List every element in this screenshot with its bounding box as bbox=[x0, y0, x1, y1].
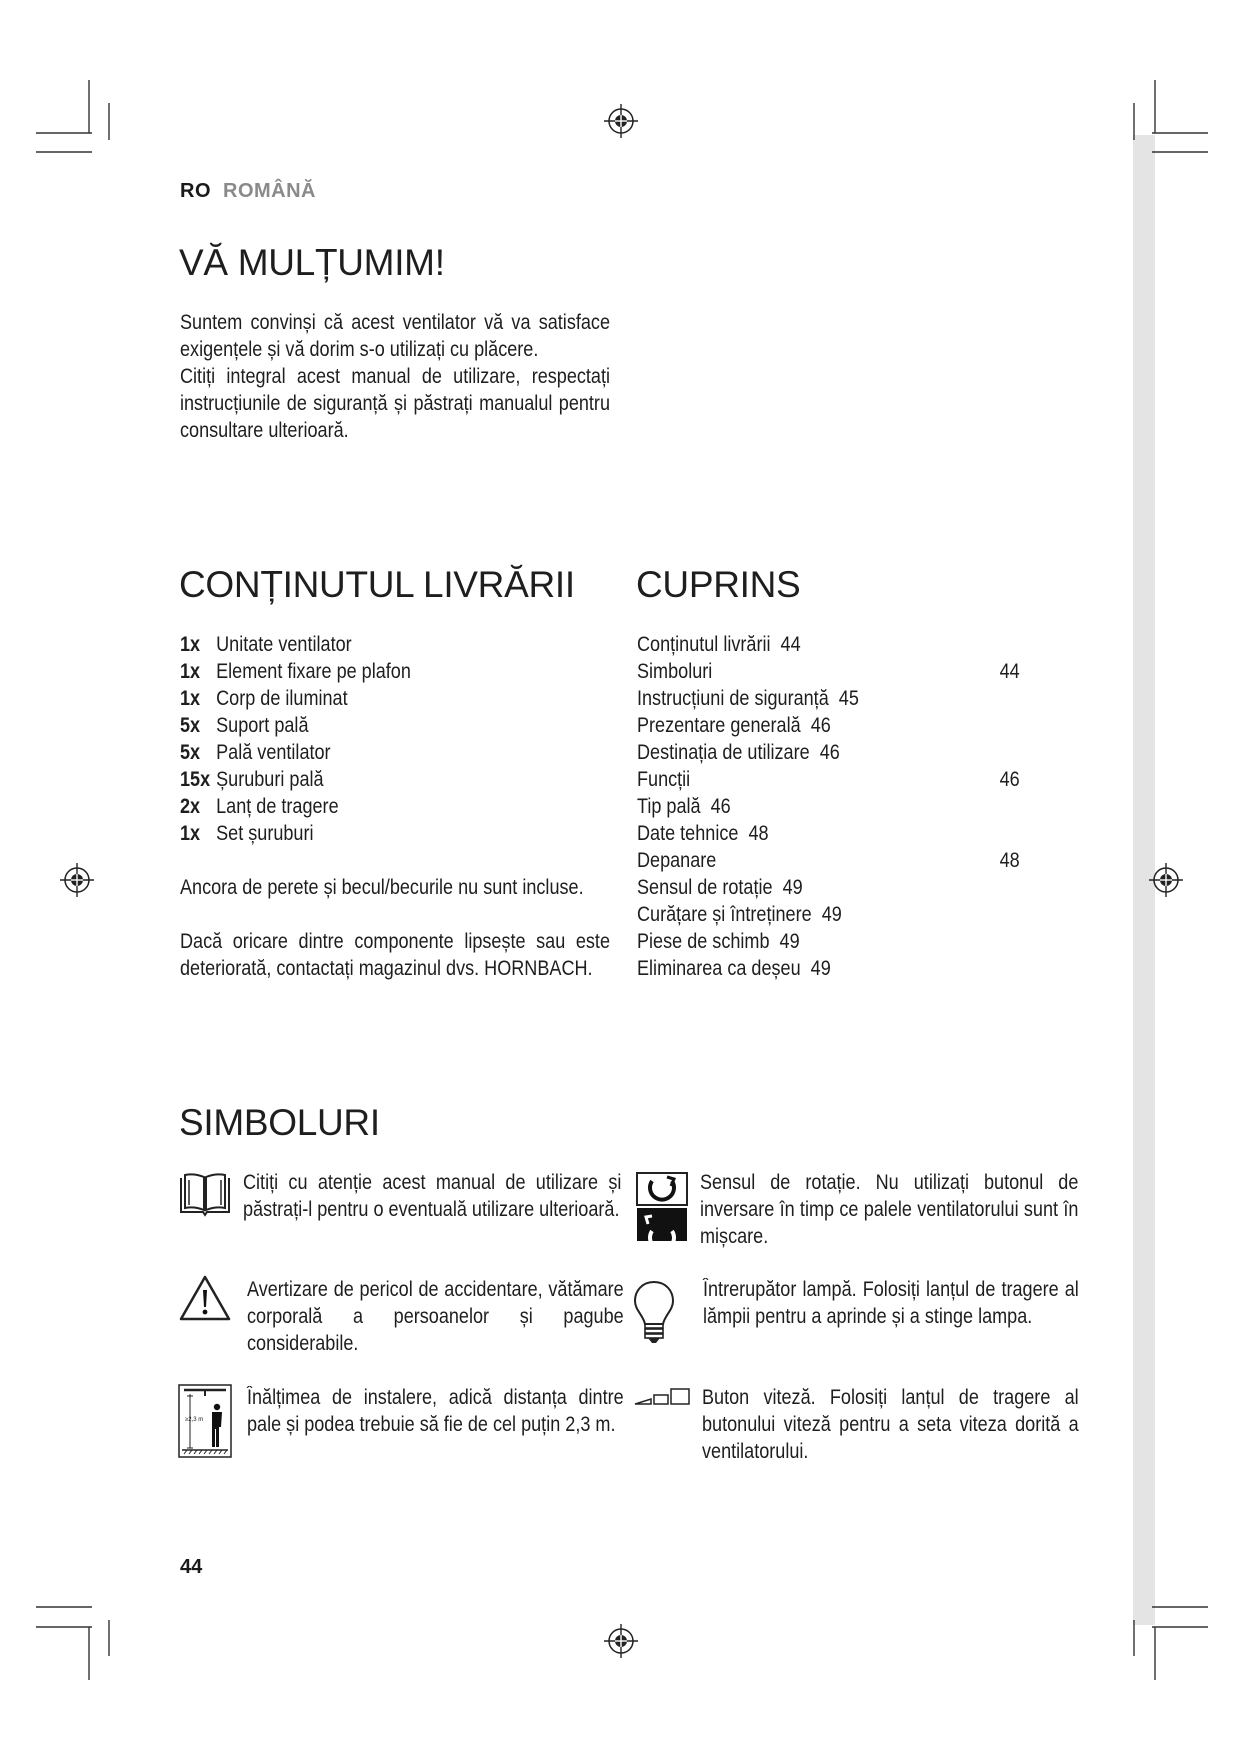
toc-label: Date tehnice bbox=[637, 822, 739, 845]
item-qty: 5x bbox=[180, 714, 201, 737]
toc-entry bbox=[637, 631, 929, 658]
delivery-note-1: Ancora de perete și becul/becurile nu sunt incluse. bbox=[180, 876, 584, 899]
toc-page: 48 bbox=[999, 849, 1020, 872]
symbol-description: Avertizare de pericol de accidentare, vătămare corporală a persoanelor și pagube considerabile. bbox=[247, 1278, 624, 1355]
list-item bbox=[180, 631, 610, 658]
toc-entry bbox=[637, 874, 929, 901]
item-label: Set șuruburi bbox=[216, 822, 314, 845]
contents-body bbox=[637, 631, 1020, 982]
registration-mark-right bbox=[1149, 863, 1183, 897]
toc-page: 49 bbox=[821, 903, 842, 926]
toc-page: 48 bbox=[748, 822, 769, 845]
rotation-icon bbox=[636, 1172, 688, 1242]
toc-entry bbox=[637, 658, 1020, 685]
symbol-warning-text bbox=[247, 1276, 624, 1357]
toc-page: 49 bbox=[782, 876, 803, 899]
toc-label: Funcții bbox=[637, 768, 691, 791]
list-item bbox=[180, 658, 610, 685]
item-qty: 5x bbox=[180, 741, 201, 764]
toc-page: 45 bbox=[838, 687, 859, 710]
thanks-paragraph-2: Citiți integral acest manual de utilizare, respectați instrucțiunile de siguranță și păstrați manualul pentru consultare ulterioară. bbox=[180, 365, 610, 442]
height-icon bbox=[178, 1384, 232, 1458]
item-qty: 1x bbox=[180, 687, 201, 710]
toc-label: Prezentare generală bbox=[637, 714, 801, 737]
item-qty: 1x bbox=[180, 822, 201, 845]
symbol-height-text bbox=[247, 1384, 624, 1438]
list-item bbox=[180, 739, 610, 766]
registration-mark-bottom bbox=[604, 1624, 638, 1658]
item-label: Suport pală bbox=[216, 714, 309, 737]
toc-page: 46 bbox=[710, 795, 731, 818]
toc-label: Simboluri bbox=[637, 660, 713, 683]
toc-entry bbox=[637, 820, 929, 847]
delivery-note-2: Dacă oricare dintre componente lipsește sau este deteriorată, contactați magazinul dvs. HORNBACH. bbox=[180, 930, 610, 980]
item-qty: 2x bbox=[180, 795, 201, 818]
toc-page: 44 bbox=[780, 633, 801, 656]
toc-entry bbox=[637, 901, 929, 928]
item-label: Lanț de tragere bbox=[216, 795, 339, 818]
warning-icon bbox=[178, 1274, 232, 1322]
item-label: Element fixare pe plafon bbox=[216, 660, 411, 683]
item-qty: 15x bbox=[180, 768, 211, 791]
symbol-bulb-text bbox=[703, 1276, 1079, 1330]
item-qty: 1x bbox=[180, 633, 201, 656]
page-number: 44 bbox=[180, 1556, 203, 1578]
registration-mark-top bbox=[604, 104, 638, 138]
toc-label: Eliminarea ca deșeu bbox=[637, 957, 801, 980]
thanks-title: VĂ MULȚUMIM! bbox=[179, 242, 445, 283]
language-code: RO bbox=[180, 180, 211, 202]
symbol-speed-text bbox=[702, 1384, 1079, 1465]
toc-label: Tip pală bbox=[637, 795, 701, 818]
item-label: Corp de iluminat bbox=[216, 687, 348, 710]
delivery-title: CONȚINUTUL LIVRĂRII bbox=[179, 564, 575, 605]
symbol-description: Înălțimea de instalere, adică distanța dintre pale și podea trebuie să fie de cel puțin 2,3 m. bbox=[247, 1386, 624, 1436]
speed-icon bbox=[633, 1386, 691, 1406]
toc-entry bbox=[637, 847, 1020, 874]
toc-label: Piese de schimb bbox=[637, 930, 770, 953]
thanks-body bbox=[180, 309, 610, 444]
toc-page: 46 bbox=[810, 714, 831, 737]
symbol-description: Buton viteză. Folosiți lanțul de tragere al butonului viteză pentru a seta viteza dorită a ventilatorului. bbox=[702, 1386, 1079, 1463]
toc-entry bbox=[637, 955, 929, 982]
toc-label: Instrucțiuni de siguranță bbox=[637, 687, 829, 710]
toc-entry bbox=[637, 766, 1020, 793]
symbol-description: Citiți cu atenție acest manual de utilizare și păstrați-l pentru o eventuală utilizare ulterioară. bbox=[243, 1171, 622, 1221]
language-name: ROMÂNĂ bbox=[223, 180, 316, 202]
toc-list bbox=[637, 631, 1020, 982]
toc-page: 46 bbox=[999, 768, 1020, 791]
toc-entry bbox=[637, 712, 929, 739]
symbols-title: SIMBOLURI bbox=[179, 1102, 380, 1143]
list-item bbox=[180, 712, 610, 739]
item-label: Unitate ventilator bbox=[216, 633, 352, 656]
toc-page: 44 bbox=[999, 660, 1020, 683]
item-label: Șuruburi pală bbox=[216, 768, 324, 791]
registration-mark-left bbox=[60, 863, 94, 897]
symbol-description: Sensul de rotație. Nu utilizați butonul de inversare în timp ce palele ventilatorului sunt în mișcare. bbox=[700, 1171, 1079, 1248]
item-qty: 1x bbox=[180, 660, 201, 683]
height-icon-label: ≥2,3 m bbox=[185, 1417, 204, 1423]
toc-label: Curățare și întreținere bbox=[637, 903, 812, 926]
item-label: Pală ventilator bbox=[216, 741, 331, 764]
toc-label: Depanare bbox=[637, 849, 717, 872]
symbol-book-text bbox=[243, 1169, 621, 1223]
book-icon bbox=[178, 1172, 232, 1218]
bulb-icon bbox=[632, 1280, 676, 1346]
list-item bbox=[180, 793, 610, 820]
thanks-paragraph-1: Suntem convinși că acest ventilator vă va satisface exigențele și vă dorim s-o utilizați cu plăcere. bbox=[180, 311, 610, 361]
toc-entry bbox=[637, 739, 929, 766]
list-item bbox=[180, 766, 610, 793]
delivery-list bbox=[180, 631, 610, 847]
toc-entry bbox=[637, 685, 929, 712]
toc-entry bbox=[637, 793, 929, 820]
toc-page: 46 bbox=[819, 741, 840, 764]
toc-label: Destinația de utilizare bbox=[637, 741, 810, 764]
toc-label: Conținutul livrării bbox=[637, 633, 771, 656]
contents-title: CUPRINS bbox=[636, 564, 801, 605]
delivery-body bbox=[180, 631, 610, 982]
toc-page: 49 bbox=[810, 957, 831, 980]
toc-page: 49 bbox=[779, 930, 800, 953]
language-header bbox=[180, 180, 316, 203]
symbol-description: Întrerupător lampă. Folosiți lanțul de tragere al lămpii pentru a aprinde și a stinge lampa. bbox=[703, 1278, 1079, 1328]
list-item bbox=[180, 820, 610, 847]
list-item bbox=[180, 685, 610, 712]
toc-entry bbox=[637, 928, 929, 955]
toc-label: Sensul de rotație bbox=[637, 876, 773, 899]
symbol-rotation-text bbox=[700, 1169, 1078, 1250]
